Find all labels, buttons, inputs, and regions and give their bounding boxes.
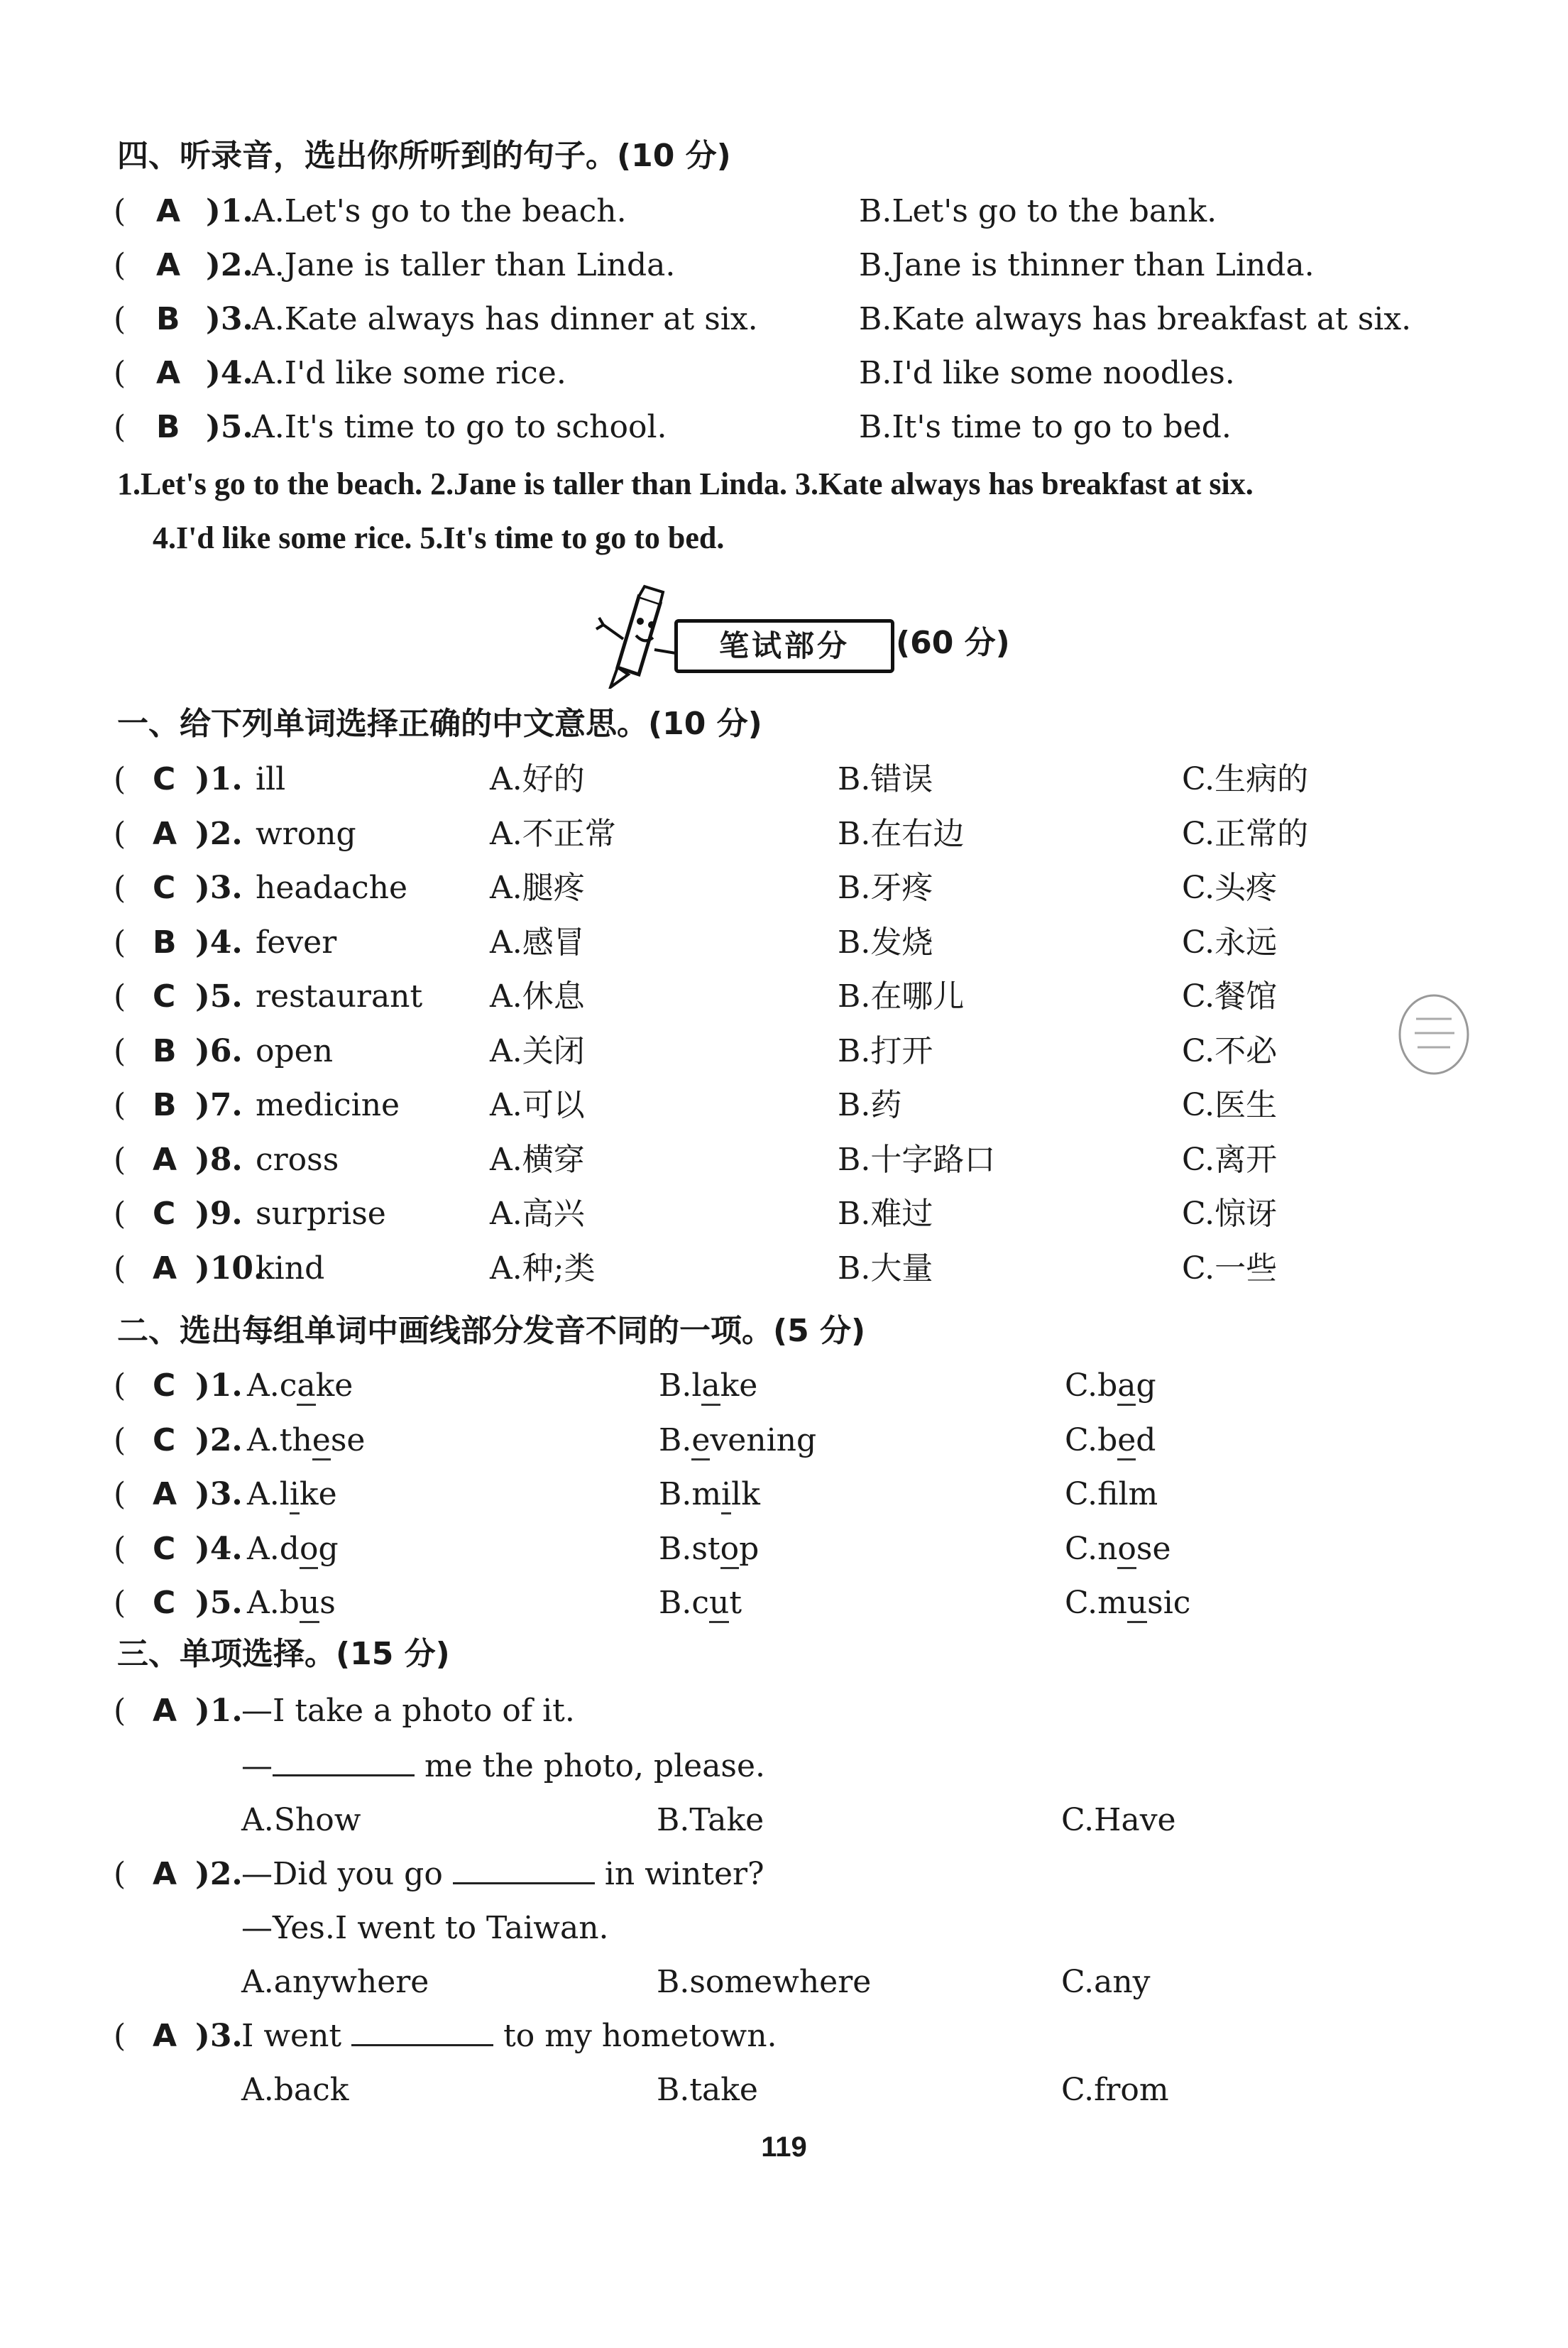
option-a: A.高兴 [490, 1196, 585, 1232]
question-row [0, 1139, 1568, 1181]
question-number: )1. [195, 761, 243, 797]
answer-paren: ( [114, 1421, 126, 1458]
dialogue-dash: — [241, 1748, 273, 1784]
written-part-score: (60 分) [896, 625, 1010, 661]
word-part: C.f [1065, 1476, 1119, 1512]
word-part: C.n [1065, 1530, 1118, 1567]
written-part-label: 笔试部分 [674, 619, 894, 673]
question-row [0, 1247, 1568, 1290]
question-number: )10. [195, 1250, 265, 1287]
word-part: B.c [659, 1585, 709, 1621]
underlined-letter: e [691, 1422, 710, 1460]
word-part: se [1136, 1530, 1171, 1567]
question-row [0, 352, 1568, 395]
stamp-icon [1395, 990, 1473, 1083]
answer-letter: C [153, 1585, 176, 1621]
question-text: in winter? [594, 1856, 764, 1892]
answer-paren: ( [114, 1141, 126, 1178]
answer-letter: C [153, 978, 176, 1015]
vocab-word: cross [256, 1141, 339, 1178]
answer-letter: A [153, 2018, 177, 2054]
answer-letter: B [156, 301, 180, 337]
option-c: C.惊讶 [1182, 1196, 1278, 1232]
question-number: )2. [195, 1421, 243, 1458]
option-c: C.离开 [1182, 1141, 1278, 1178]
question-row [0, 1193, 1568, 1235]
vocab-word: open [256, 1032, 334, 1069]
question-text: —Yes.I went to Taiwan. [241, 1910, 609, 1946]
answer-letter: C [153, 1421, 176, 1458]
option-b: B.牙疼 [838, 870, 933, 906]
question-row [0, 758, 1568, 801]
section-2-title: 二、选出每组单词中画线部分发音不同的一项。(5 分) [117, 1313, 866, 1349]
question-number: )1. [206, 193, 253, 229]
option-b: B.难过 [838, 1196, 933, 1232]
answer-paren: ( [114, 924, 126, 961]
option-a: A.好的 [490, 761, 585, 797]
underlined-letter: i [290, 1476, 300, 1514]
question-number: )3. [195, 870, 243, 906]
option-a: A.腿疼 [490, 870, 585, 906]
section-4-title: 四、听录音，选出你所听到的句子。(10 分) [117, 138, 731, 174]
option-a: A.休息 [490, 978, 585, 1015]
option-a: A.可以 [490, 1087, 585, 1123]
option-b: B.It's time to go to bed. [859, 409, 1232, 445]
option-b: B.在哪儿 [838, 978, 965, 1015]
option-a: A.Jane is taller than Linda. [252, 247, 676, 283]
question-row: ( A )1. —I take a photo of it. [0, 1690, 1568, 1732]
option-b [659, 1582, 742, 1625]
option-c: C.一些 [1182, 1250, 1278, 1287]
answer-letter: A [153, 1476, 177, 1512]
option-c: C.any [1061, 1964, 1151, 2000]
option-b: B.take [657, 2072, 758, 2108]
answer-letter: A [153, 1250, 177, 1287]
question-number: )6. [195, 1032, 243, 1069]
answer-paren: ( [114, 1530, 126, 1567]
option-a [247, 1473, 337, 1516]
word-part: sic [1147, 1585, 1191, 1621]
option-c: C.餐馆 [1182, 978, 1278, 1015]
option-a: A.anywhere [241, 1964, 429, 2000]
pencil-mascot-icon [589, 582, 681, 689]
answer-paren: ( [114, 815, 126, 852]
transcript-line-1: 1.Let's go to the beach. 2.Jane is taller than Linda. 3.Kate always has breakfast at six. [117, 466, 1254, 501]
question-number: )5. [195, 978, 243, 1015]
section-3-title: 三、单项选择。(15 分) [117, 1636, 450, 1672]
option-a: A.It's time to go to school. [252, 409, 667, 445]
option-c: C.正常的 [1182, 815, 1309, 852]
word-part: g [318, 1530, 339, 1567]
question-row [0, 1030, 1568, 1073]
vocab-word: kind [256, 1250, 325, 1287]
option-b: B.大量 [838, 1250, 933, 1287]
word-part: C.b [1065, 1421, 1118, 1458]
word-part: p [739, 1530, 760, 1567]
question-row [0, 244, 1568, 287]
word-part: t [729, 1585, 742, 1621]
option-a: A.Kate always has dinner at six. [252, 301, 758, 337]
question-number: )1. [195, 1693, 243, 1729]
vocab-word: surprise [256, 1196, 386, 1232]
option-b: B.Let's go to the bank. [859, 193, 1217, 229]
answer-letter: C [153, 870, 176, 906]
question-text: me the photo, please. [415, 1748, 766, 1784]
option-a: A.不正常 [490, 815, 616, 852]
answer-paren: ( [114, 1087, 126, 1123]
word-part: lm [1118, 1476, 1158, 1512]
option-a [247, 1582, 336, 1625]
answer-blank[interactable] [273, 1746, 415, 1776]
option-c: C.Have [1061, 1802, 1176, 1838]
answer-paren: ( [114, 1032, 126, 1069]
question-row [0, 867, 1568, 910]
question-row [0, 1528, 1568, 1571]
vocab-word: restaurant [256, 978, 423, 1015]
question-number: )4. [206, 355, 253, 391]
question-row [0, 298, 1568, 341]
underlined-letter: i [721, 1476, 731, 1514]
underlined-letter: o [720, 1531, 740, 1569]
word-part: ke [315, 1367, 353, 1404]
word-part: vening [710, 1421, 817, 1458]
option-a [247, 1419, 365, 1462]
answer-paren: ( [114, 301, 126, 337]
answer-blank[interactable] [351, 2016, 493, 2046]
answer-letter: C [153, 1530, 176, 1567]
underlined-letter: o [300, 1531, 319, 1569]
option-b: B.发烧 [838, 924, 933, 961]
question-number: )4. [195, 1530, 243, 1567]
question-row [0, 922, 1568, 964]
question-number: )2. [195, 1856, 243, 1892]
options-row [0, 1799, 1568, 1842]
question-text: I went [241, 2018, 352, 2054]
word-part: s [319, 1585, 336, 1621]
answer-letter: B [153, 1087, 177, 1123]
option-c [1065, 1582, 1190, 1625]
question-number: )4. [195, 924, 243, 961]
option-a: A.横穿 [490, 1141, 585, 1178]
options-row [0, 1961, 1568, 2004]
question-row [0, 1473, 1568, 1516]
word-part: C.b [1065, 1367, 1118, 1404]
answer-paren: ( [114, 193, 126, 229]
vocab-word: headache [256, 870, 408, 906]
section-1-title: 一、给下列单词选择正确的中文意思。(10 分) [117, 706, 762, 742]
answer-paren: ( [114, 1476, 126, 1512]
word-part: g [1136, 1367, 1156, 1404]
question-number: )3. [206, 301, 253, 337]
option-b: B.I'd like some noodles. [859, 355, 1235, 391]
option-a: A.Let's go to the beach. [252, 193, 627, 229]
option-b: B.在右边 [838, 815, 965, 852]
word-part: A.l [247, 1476, 290, 1512]
word-part: ke [720, 1367, 758, 1404]
word-part: lk [731, 1476, 760, 1512]
page-number: 119 [761, 2131, 807, 2163]
option-a: A.感冒 [490, 924, 585, 961]
question-number: )8. [195, 1141, 243, 1178]
answer-letter: A [153, 815, 177, 852]
option-b: B.打开 [838, 1032, 933, 1069]
answer-paren: ( [114, 978, 126, 1015]
options-row [0, 2069, 1568, 2112]
word-part: se [330, 1421, 366, 1458]
word-part: A.th [247, 1421, 312, 1458]
option-a [247, 1365, 353, 1407]
option-b: B.Take [657, 1802, 764, 1838]
option-b: B.错误 [838, 761, 933, 797]
answer-letter: B [156, 409, 180, 445]
question-row: ( A )3. I went to my hometown. [0, 2015, 1568, 2058]
vocab-word: wrong [256, 815, 356, 852]
option-a: A.Show [241, 1802, 361, 1838]
underlined-letter: u [1127, 1585, 1147, 1623]
question-row [0, 813, 1568, 856]
answer-paren: ( [114, 409, 126, 445]
option-a: A.I'd like some rice. [252, 355, 566, 391]
question-row [0, 1907, 1568, 1950]
question-number: )7. [195, 1087, 243, 1123]
question-number: )3. [195, 2018, 243, 2054]
option-b [659, 1365, 757, 1407]
word-part: B.l [659, 1367, 702, 1404]
option-a: A.种;类 [490, 1250, 596, 1287]
answer-letter: C [153, 1196, 176, 1232]
answer-paren: ( [114, 870, 126, 906]
question-row [0, 406, 1568, 449]
answer-letter: C [153, 1367, 176, 1404]
question-number: )2. [206, 247, 253, 283]
option-c: C.头疼 [1182, 870, 1278, 906]
option-b: B.Kate always has breakfast at six. [859, 301, 1412, 337]
option-c [1065, 1528, 1171, 1571]
option-b: B.somewhere [657, 1964, 872, 2000]
word-part: A.b [247, 1585, 300, 1621]
option-c: C.from [1061, 2072, 1169, 2108]
word-part: ke [299, 1476, 337, 1512]
question-row [0, 1084, 1568, 1127]
underlined-letter: a [297, 1367, 315, 1406]
option-b: B.十字路口 [838, 1141, 996, 1178]
answer-paren: ( [114, 1196, 126, 1232]
answer-letter: A [156, 247, 181, 283]
question-number: )5. [206, 409, 253, 445]
word-part: B.m [659, 1476, 722, 1512]
option-b [659, 1473, 760, 1516]
question-number: )3. [195, 1476, 243, 1512]
answer-letter: A [156, 355, 181, 391]
question-row [0, 1365, 1568, 1407]
question-row: ( A )2. —Did you go in winter? [0, 1853, 1568, 1896]
question-number: )1. [195, 1367, 243, 1404]
underlined-letter: e [312, 1422, 331, 1460]
underlined-letter: a [1117, 1367, 1136, 1406]
word-part: B. [659, 1421, 692, 1458]
transcript-line-2: 4.I'd like some rice. 5.It's time to go to bed. [153, 520, 725, 555]
word-part: d [1136, 1421, 1156, 1458]
question-text: to my hometown. [493, 2018, 777, 2054]
answer-paren: ( [114, 1585, 126, 1621]
question-number: )9. [195, 1196, 243, 1232]
vocab-word: medicine [256, 1087, 400, 1123]
question-text: —I take a photo of it. [241, 1693, 575, 1729]
option-c [1065, 1473, 1158, 1516]
question-row [0, 1419, 1568, 1462]
answer-letter: C [153, 761, 176, 797]
word-part: A.c [247, 1367, 297, 1404]
option-a: A.关闭 [490, 1032, 585, 1069]
answer-blank[interactable] [453, 1854, 595, 1884]
underlined-letter: u [300, 1585, 319, 1623]
underlined-letter: e [1117, 1422, 1136, 1460]
answer-letter: B [153, 924, 177, 961]
question-row [0, 1745, 1568, 1788]
option-a: A.back [241, 2072, 349, 2108]
option-b: B.Jane is thinner than Linda. [859, 247, 1315, 283]
answer-paren: ( [114, 355, 126, 391]
underlined-letter: a [701, 1367, 720, 1406]
option-b [659, 1419, 816, 1462]
word-part: B.st [659, 1530, 720, 1567]
answer-paren: ( [114, 247, 126, 283]
underlined-letter: u [709, 1585, 729, 1623]
answer-letter: B [153, 1032, 177, 1069]
question-number: )5. [195, 1585, 243, 1621]
option-c [1065, 1365, 1156, 1407]
option-c [1065, 1419, 1156, 1462]
option-c: C.生病的 [1182, 761, 1309, 797]
option-c: C.永远 [1182, 924, 1278, 961]
vocab-word: ill [256, 761, 286, 797]
answer-paren: ( [114, 1250, 126, 1287]
answer-letter: A [156, 193, 181, 229]
answer-letter: A [153, 1141, 177, 1178]
option-b: B.药 [838, 1087, 902, 1123]
written-part-banner [589, 582, 1029, 689]
question-row [0, 976, 1568, 1018]
question-text: —Did you go [241, 1856, 453, 1892]
word-part: C.m [1065, 1585, 1127, 1621]
question-row [0, 190, 1568, 233]
option-c: C.医生 [1182, 1087, 1278, 1123]
option-c: C.不必 [1182, 1032, 1278, 1069]
underlined-letter: o [1117, 1531, 1136, 1569]
vocab-word: fever [256, 924, 337, 961]
question-number: )2. [195, 815, 243, 852]
answer-letter: A [153, 1856, 177, 1892]
answer-paren: ( [114, 761, 126, 797]
answer-letter: A [153, 1693, 177, 1729]
option-b [659, 1528, 759, 1571]
answer-paren: ( [114, 1367, 126, 1404]
option-a [247, 1528, 339, 1571]
question-row [0, 1582, 1568, 1625]
word-part: A.d [247, 1530, 300, 1567]
